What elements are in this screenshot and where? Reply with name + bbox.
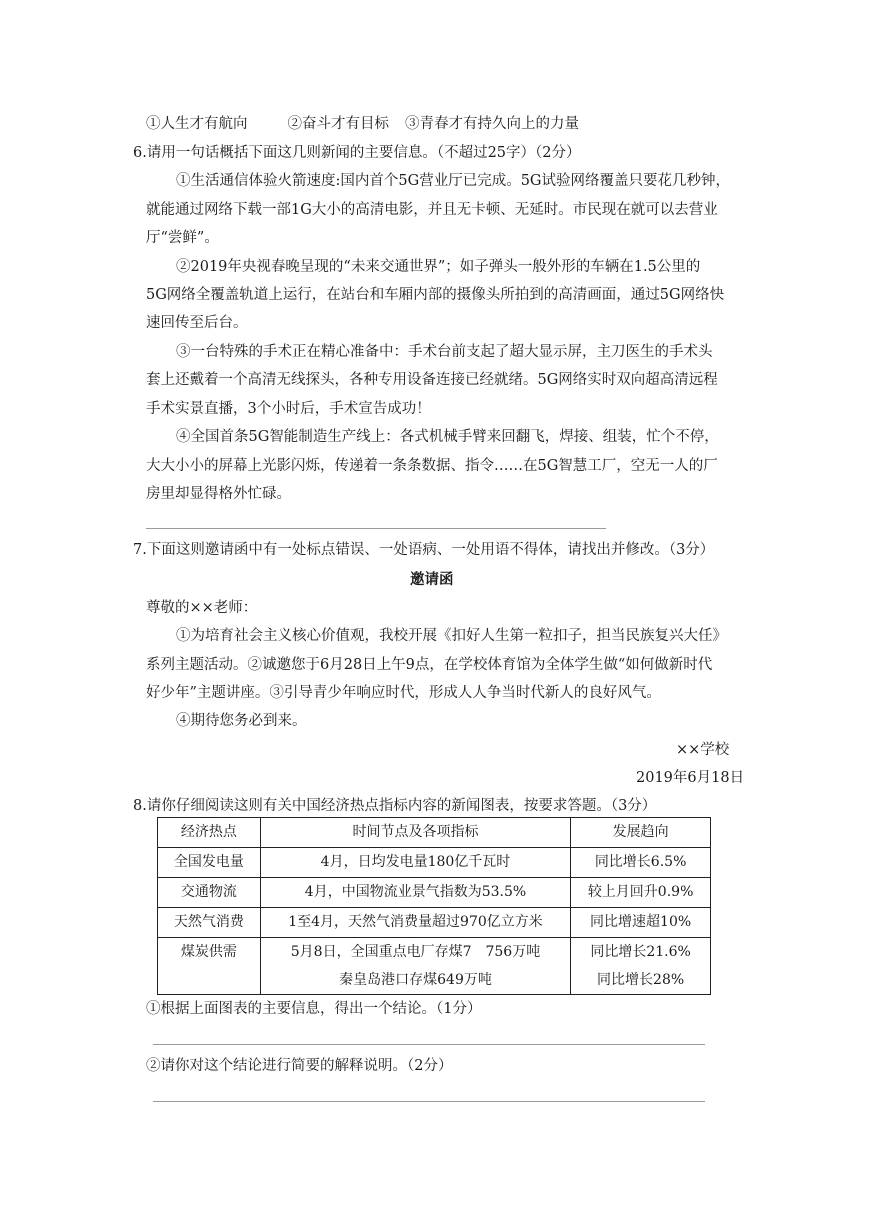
table-row bbox=[158, 938, 711, 995]
q6-p1-line3: 厅“尝鲜”。 bbox=[146, 230, 219, 246]
q6-p2-line1: ②2019年央视春晚呈现的“未来交通世界”；如子弹头一般外形的车辆在1.5公里的 bbox=[176, 259, 701, 275]
cell-indicator-line2: 秦皇岛港口存煤649万吨 bbox=[339, 972, 492, 988]
q8-sub1: ①根据上面图表的主要信息，得出一个结论。（1分） bbox=[146, 1001, 482, 1017]
cell-indicator: 4月，中国物流业景气指数为53.5% bbox=[260, 878, 570, 908]
q6-p2-line3: 速回传至后台。 bbox=[146, 315, 248, 331]
invitation-closing: ④期待您务必到来。 bbox=[176, 713, 307, 729]
options-line bbox=[146, 114, 579, 134]
cell-indicator-multi bbox=[260, 938, 570, 995]
q8-sub2: ②请你对这个结论进行简要的解释说明。（2分） bbox=[146, 1058, 453, 1074]
invitation-salutation: 尊敬的××老师： bbox=[146, 600, 258, 616]
table-row bbox=[158, 848, 711, 878]
option-b: ②奋斗才有目标 bbox=[287, 116, 389, 132]
q6-answer-line[interactable] bbox=[146, 528, 606, 529]
header-hotspot: 经济热点 bbox=[158, 818, 261, 848]
cell-trend-line2: 同比增长28% bbox=[597, 972, 685, 988]
cell-trend-line1: 同比增长21.6% bbox=[590, 944, 691, 960]
header-trend: 发展趋向 bbox=[571, 818, 711, 848]
table-row bbox=[158, 878, 711, 908]
q6-p4-line3: 房里却显得格外忙碌。 bbox=[146, 486, 291, 502]
cell-hotspot: 全国发电量 bbox=[158, 848, 261, 878]
invitation-date: 2019年6月18日 bbox=[636, 770, 745, 786]
q6-p3-line2: 套上还戴着一个高清无线探头，各种专用设备连接已经就绪。5G网络实时双向超高清远程 bbox=[146, 372, 718, 388]
cell-indicator-line1: 5月8日，全国重点电厂存煤7 756万吨 bbox=[290, 944, 541, 960]
invitation-body-line1: ①为培育社会主义核心价值观，我校开展《扣好人生第一粒扣子，担当民族复兴大任》 bbox=[176, 628, 727, 644]
table-header-row bbox=[158, 818, 711, 848]
q6-p4-line1: ④全国首条5G智能制造生产线上：各式机械手臂来回翻飞，焊接、组装，忙个不停， bbox=[176, 429, 719, 445]
q6-p3-line1: ③一台特殊的手术正在精心准备中：手术台前支起了超大显示屏，主刀医生的手术头 bbox=[176, 344, 713, 360]
invitation-title: 邀请函 bbox=[410, 572, 454, 588]
option-a: ①人生才有航向 bbox=[146, 116, 248, 132]
invitation-body-line2: 系列主题活动。②诚邀您于6月28日上午9点，在学校体育馆为全体学生做“如何做新时代 bbox=[146, 657, 713, 673]
q6-p4-line2: 大大小小的屏幕上光影闪烁，传递着一条条数据、指令……在5G智慧工厂，空无一人的厂 bbox=[146, 458, 718, 474]
invitation-signature: ××学校 bbox=[676, 742, 730, 758]
q6-p1-line2: 就能通过网络下载一部1G大小的高清电影，并且无卡顿、无延时。市民现在就可以去营业 bbox=[146, 202, 718, 218]
economic-hotspot-table bbox=[157, 817, 711, 995]
q8-sub2-answer-line[interactable] bbox=[153, 1101, 705, 1102]
q6-p2-line2: 5G网络全覆盖轨道上运行，在站台和车厢内部的摄像头所拍到的高清画面，通过5G网络快 bbox=[146, 287, 725, 303]
cell-indicator: 4月，日均发电量180亿千瓦时 bbox=[260, 848, 570, 878]
q7-stem: 7.下面这则邀请函中有一处标点错误、一处语病、一处用语不得体，请找出并修改。（3分） bbox=[133, 542, 715, 558]
cell-indicator: 1至4月，天然气消费量超过970亿立方米 bbox=[260, 908, 570, 938]
invitation-body-line3: 好少年”主题讲座。③引导青少年响应时代，形成人人争当时代新人的良好风气。 bbox=[146, 685, 661, 701]
q6-stem: 6.请用一句话概括下面这几则新闻的主要信息。（不超过25字）（2分） bbox=[133, 145, 581, 161]
option-c: ③青春才有持久向上的力量 bbox=[405, 116, 579, 132]
cell-trend: 较上月回升0.9% bbox=[571, 878, 711, 908]
cell-trend: 同比增长6.5% bbox=[571, 848, 711, 878]
q6-p1-line1: ①生活通信体验火箭速度:国内首个5G营业厅已完成。5G试验网络覆盖只要花几秒钟， bbox=[176, 173, 730, 189]
cell-trend-multi bbox=[571, 938, 711, 995]
q8-sub1-answer-line[interactable] bbox=[153, 1044, 705, 1045]
q8-stem: 8.请你仔细阅读这则有关中国经济热点指标内容的新闻图表，按要求答题。（3分） bbox=[133, 798, 657, 814]
header-indicators: 时间节点及各项指标 bbox=[260, 818, 570, 848]
table-row bbox=[158, 908, 711, 938]
cell-hotspot: 煤炭供需 bbox=[158, 938, 261, 995]
cell-hotspot: 天然气消费 bbox=[158, 908, 261, 938]
cell-trend: 同比增速超10% bbox=[571, 908, 711, 938]
cell-hotspot: 交通物流 bbox=[158, 878, 261, 908]
q6-p3-line3: 手术实景直播，3个小时后，手术宣告成功！ bbox=[146, 401, 431, 417]
